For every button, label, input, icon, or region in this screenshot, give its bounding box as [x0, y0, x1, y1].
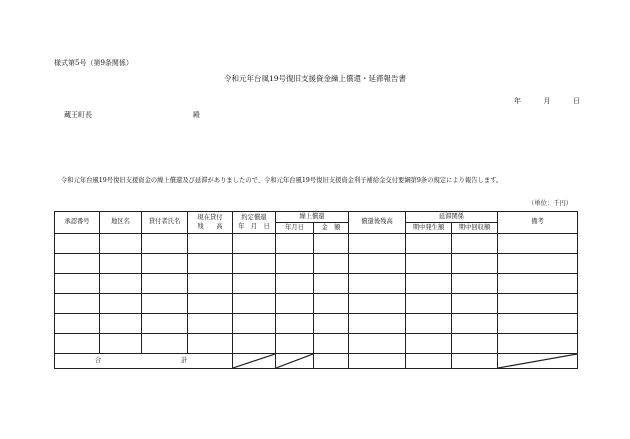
header-approval-no: 承認番号: [55, 212, 100, 234]
table-cell: [498, 274, 578, 294]
table-cell: [233, 314, 276, 334]
table-cell: [233, 334, 276, 354]
header-early-repayment: 繰上償還: [276, 212, 349, 223]
date-month: 月: [543, 97, 551, 105]
diagonal-slash: [498, 354, 577, 368]
table-row: [55, 294, 578, 314]
table-cell: [314, 234, 349, 254]
table-cell: [452, 294, 498, 314]
table-cell: [188, 254, 233, 274]
header-row-1: [55, 212, 578, 223]
table-cell: [233, 254, 276, 274]
table-cell: [452, 234, 498, 254]
table-cell: [349, 314, 406, 334]
table-row: [55, 234, 578, 254]
page-title: 令和元年台風19号復旧支援資金繰上償還・延滞報告書: [223, 74, 407, 83]
total-cell-slashed: [276, 354, 314, 369]
table-cell: [276, 254, 314, 274]
table-cell: [100, 254, 142, 274]
table-cell: [276, 294, 314, 314]
table-cell: [233, 234, 276, 254]
date-year: 年: [514, 97, 521, 105]
table-row: [55, 274, 578, 294]
diagonal-slash-line: [276, 354, 313, 368]
table-cell: [55, 234, 100, 254]
total-cell: [349, 354, 406, 369]
table-cell: [233, 274, 276, 294]
total-label-1: 合: [95, 356, 102, 364]
table-cell: [406, 234, 452, 254]
header-post-balance: 償還後残高: [349, 212, 406, 234]
table-cell: [452, 314, 498, 334]
table-cell: [188, 294, 233, 314]
table-cell: [314, 254, 349, 274]
table-cell: [55, 254, 100, 274]
diagonal-slash: [276, 354, 313, 368]
table-cell: [498, 234, 578, 254]
header-current-balance-line2: 残 高: [197, 222, 223, 230]
total-cell: [406, 354, 452, 369]
table-cell: [349, 334, 406, 354]
table-cell: [100, 294, 142, 314]
date-line: [514, 98, 580, 105]
report-statement: 令和元年台風19号復旧支援資金の繰上償還及び延滞がありましたので、令和元年台風19号復旧支援資金利子補給金交付要綱第9条の規定により報告します。: [61, 177, 503, 184]
table-cell: [349, 254, 406, 274]
table-cell: [349, 234, 406, 254]
total-cell: [314, 354, 349, 369]
diagonal-slash-line: [233, 354, 275, 368]
header-remarks: 備考: [498, 212, 578, 234]
table-cell: [142, 314, 188, 334]
table-cell: [276, 274, 314, 294]
header-agreed-line2: 年 月 日: [238, 222, 270, 230]
table-cell: [314, 314, 349, 334]
header-agreed-line1: 約定償還: [241, 213, 267, 221]
table-cell: [233, 294, 276, 314]
header-early-date: 年月日: [276, 223, 314, 234]
table-cell: [100, 274, 142, 294]
table-cell: [314, 274, 349, 294]
table-cell: [276, 314, 314, 334]
table-cell: [498, 254, 578, 274]
table-cell: [55, 274, 100, 294]
table-cell: [142, 254, 188, 274]
table-cell: [188, 314, 233, 334]
table-cell: [406, 294, 452, 314]
table-cell: [100, 314, 142, 334]
table-cell: [406, 334, 452, 354]
diagonal-slash-line: [498, 354, 577, 368]
table-cell: [349, 294, 406, 314]
diagonal-slash: [233, 354, 275, 368]
table-cell: [349, 274, 406, 294]
table-row: [55, 314, 578, 334]
table-cell: [276, 334, 314, 354]
header-arrears-occurred: 期中発生額: [406, 223, 452, 234]
table-cell: [55, 334, 100, 354]
table-cell: [314, 294, 349, 314]
table-row: [55, 334, 578, 354]
table-cell: [100, 234, 142, 254]
table-cell: [55, 294, 100, 314]
header-current-balance: [188, 212, 233, 234]
table-cell: [406, 314, 452, 334]
header-current-balance-line1: 現在貸付: [197, 213, 223, 221]
table-cell: [142, 274, 188, 294]
total-label-2: 計: [181, 356, 188, 364]
header-early-amount: 金 額: [314, 223, 349, 234]
table-cell: [406, 274, 452, 294]
table-cell: [498, 314, 578, 334]
table-cell: [55, 314, 100, 334]
report-table-body: [55, 212, 578, 369]
table-cell: [276, 234, 314, 254]
table-cell: [498, 294, 578, 314]
table-cell: [498, 334, 578, 354]
table-cell: [314, 334, 349, 354]
header-district: 地区名: [100, 212, 142, 234]
table-cell: [142, 294, 188, 314]
table-cell: [100, 334, 142, 354]
total-cell-slashed: [498, 354, 578, 369]
report-table: [54, 211, 578, 369]
table-cell: [406, 254, 452, 274]
header-agreed-repayment: [233, 212, 276, 234]
addressee-honorific: 殿: [193, 111, 200, 119]
table-cell: [452, 274, 498, 294]
table-cell: [142, 334, 188, 354]
total-cell: [452, 354, 498, 369]
table-cell: [452, 334, 498, 354]
form-number: 様式第5号（第9条関係）: [54, 59, 133, 67]
table-cell: [188, 274, 233, 294]
table-cell: [188, 334, 233, 354]
total-cell-slashed: [233, 354, 276, 369]
header-arrears: 延滞関係: [406, 212, 498, 223]
table-cell: [452, 254, 498, 274]
unit-note: （単位：千円）: [528, 200, 573, 207]
date-day: 日: [572, 97, 580, 105]
header-borrower: 貸付者氏名: [142, 212, 188, 234]
table-cell: [142, 234, 188, 254]
addressee-name: 蔵王町長: [64, 111, 92, 119]
total-label: [55, 354, 233, 369]
table-cell: [188, 234, 233, 254]
table-row: [55, 254, 578, 274]
total-row: [55, 354, 578, 369]
header-arrears-recovered: 期中回収額: [452, 223, 498, 234]
